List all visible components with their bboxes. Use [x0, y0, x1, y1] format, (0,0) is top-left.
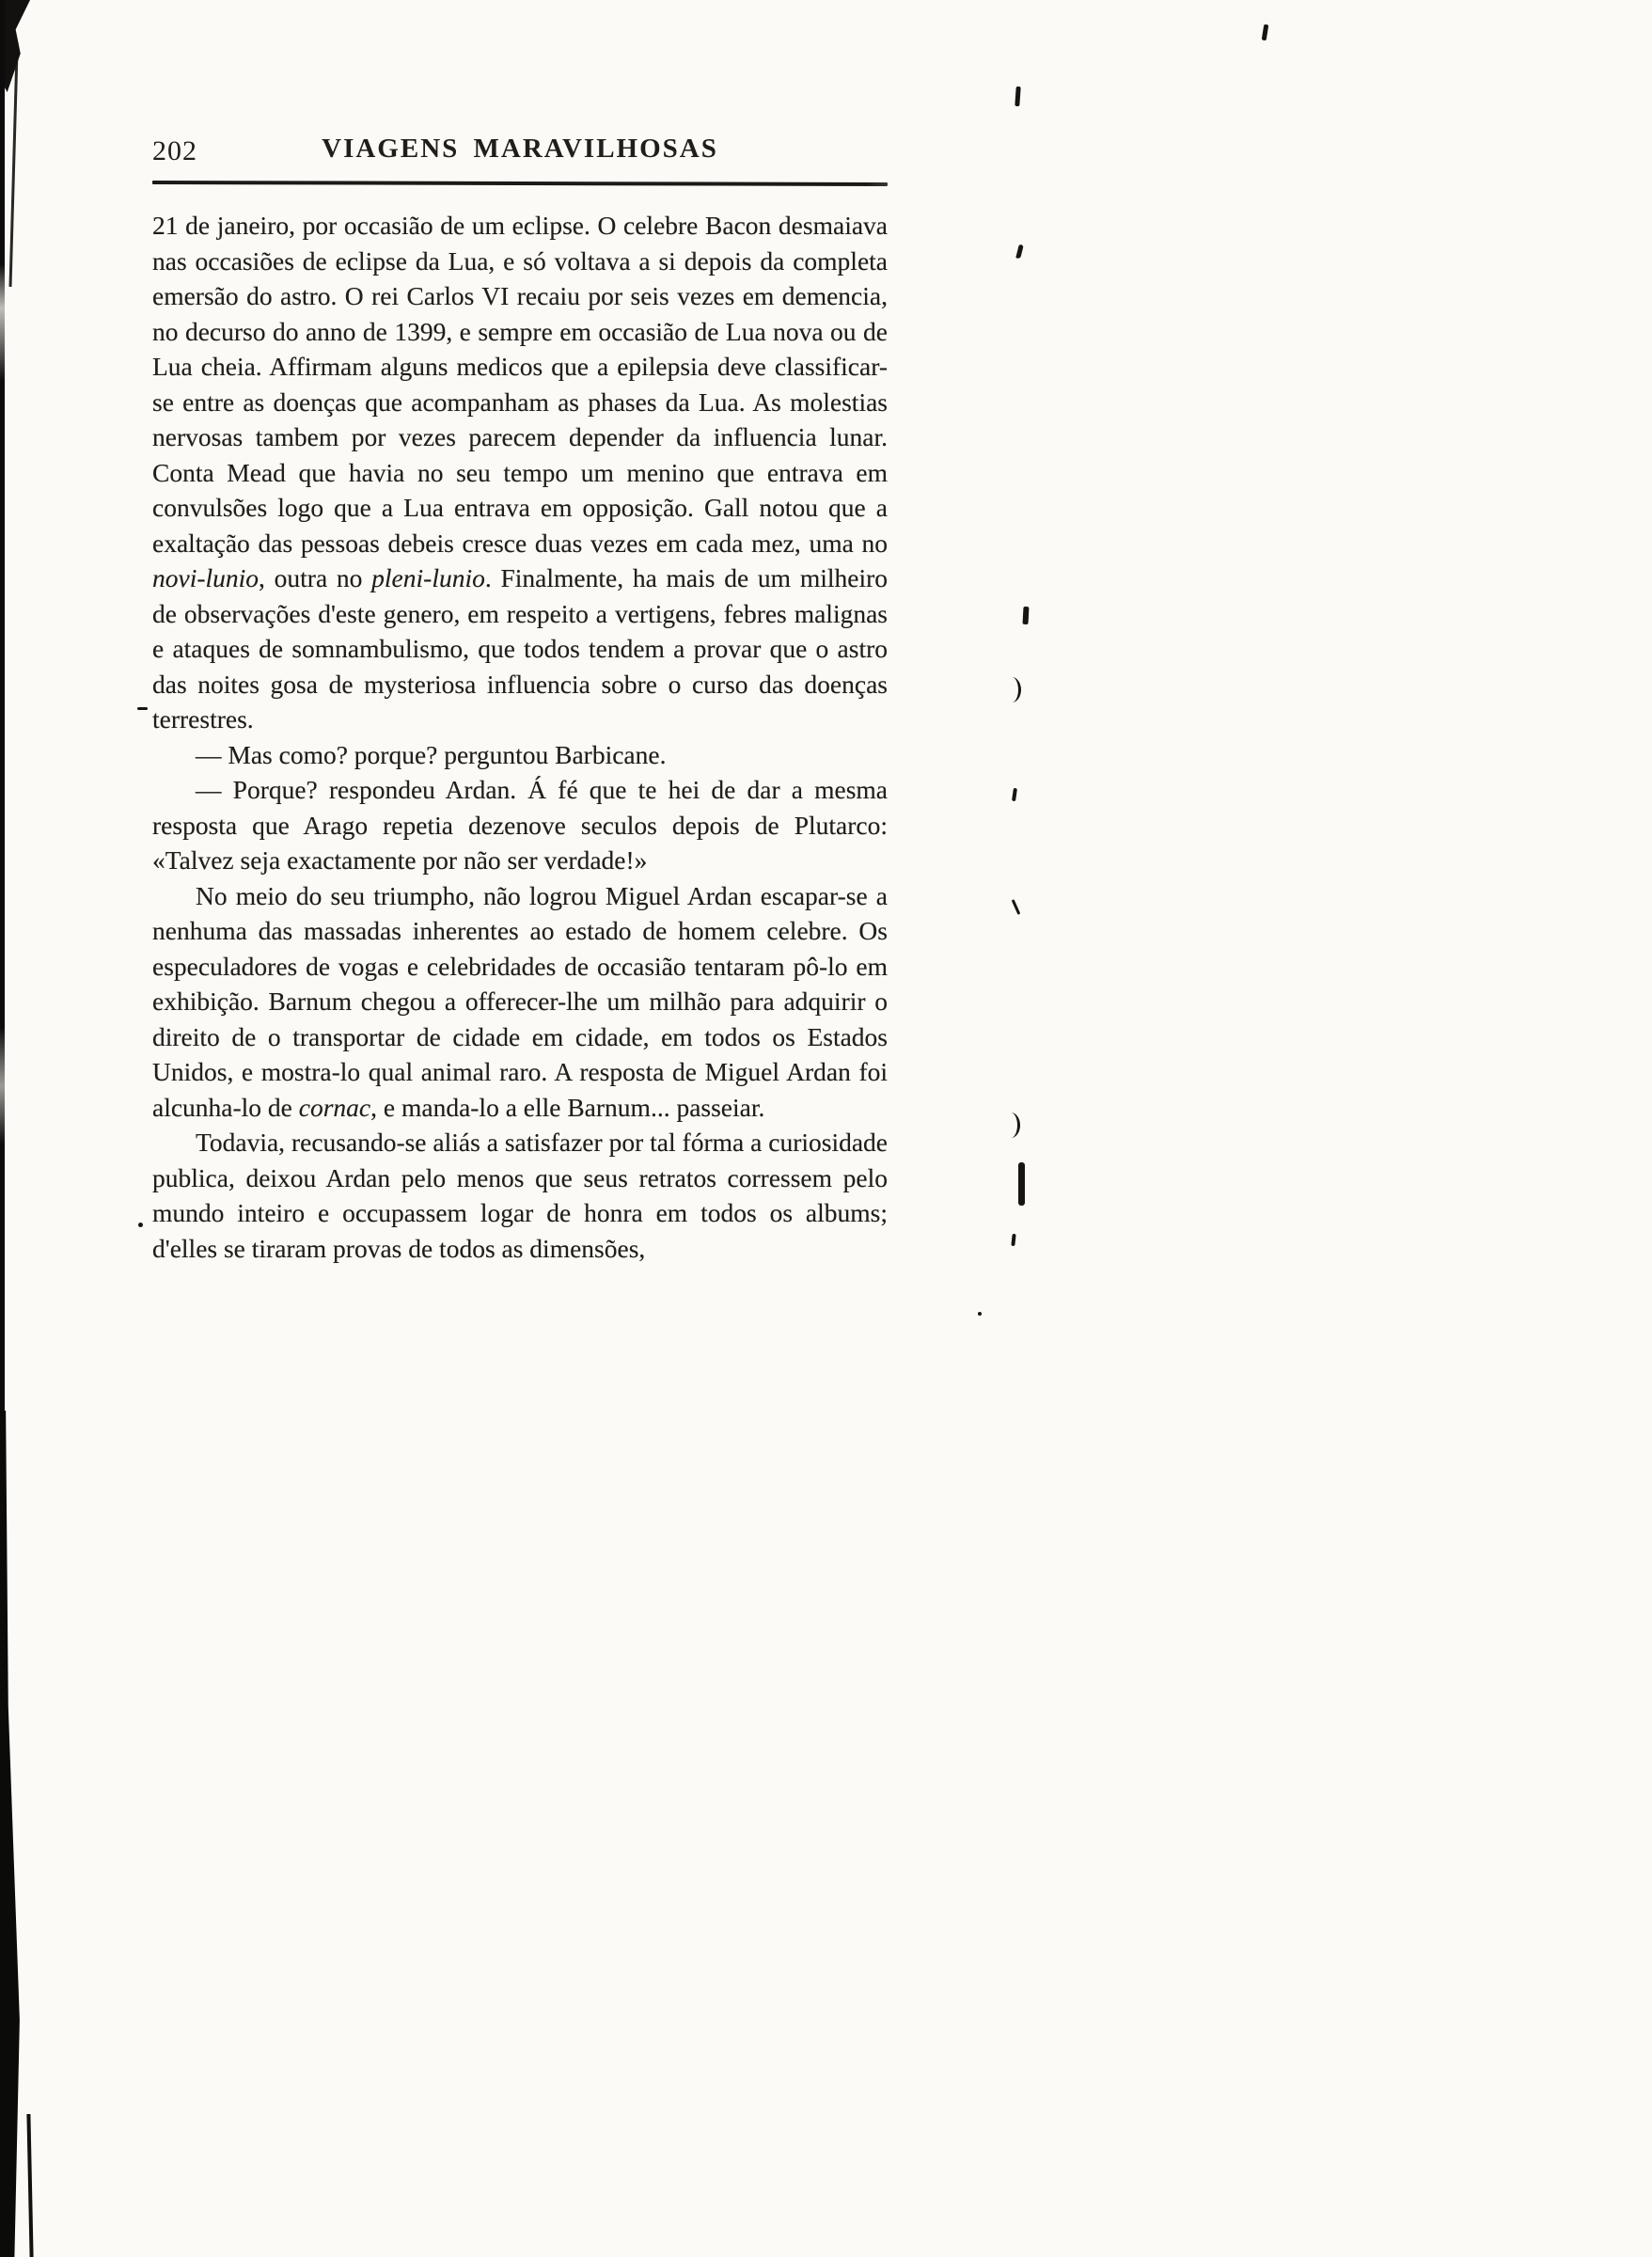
scan-speck — [1012, 788, 1017, 801]
text-segment: — Mas como? porque? perguntou Barbicane. — [196, 739, 667, 769]
scan-edge-mark — [26, 2114, 33, 2257]
text-segment: 21 de janeiro, por occasião de um eclipse. O celebre Bacon desmaiava nas occasiões de eclipse da Lua, e só voltava a si depois da completa emersão do astro. O rei Carlos VI recaiu por seis vezes em demencia, no decurso do anno de 1399, e sempre em occasião de Lua nova ou de Lua cheia. Affirmam alguns medicos que a epilepsia deve classificar-se entre as doenças que acompanham as phases da Lua. As molestias nervosas tambem por vezes parecem depender da influencia lunar. Conta Mead que havia no seu tempo um menino que entrava em convulsões logo que a Lua entrava em opposição. Gall notou que a exaltação das pessoas debeis cresce duas vezes em cada mez, uma no — [152, 211, 888, 558]
page-header — [152, 132, 888, 173]
scan-speck — [1012, 899, 1021, 915]
text-segment: Todavia, recusando-se aliás a satisfazer por tal fórma a curiosidade publica, deixou Ardan pelo menos que seus retratos corressem pelo mundo inteiro e occupassem logar de honra em todos os albums; d'elles se tiraram provas de todos as dimensões, — [152, 1128, 888, 1263]
paragraph — [152, 1125, 888, 1266]
paragraph — [152, 772, 888, 878]
italic-text: pleni-lunio — [371, 563, 485, 592]
scan-speck — [1023, 607, 1030, 624]
paragraph — [152, 878, 888, 1126]
text-segment: . Finalmente, ha mais de um milheiro de observações d'este genero, em respeito a vertigens, febres malignas e ataques de somnambulismo, que todos tendem a provar que o astro das noites gosa de mysteriosa influencia sobre o curso das doenças terrestres. — [152, 563, 888, 734]
paragraph — [152, 208, 888, 737]
italic-text: cornac — [298, 1092, 371, 1122]
scan-binding-edge — [0, 0, 5, 1467]
scan-speck — [1015, 87, 1020, 106]
text-segment: , outra no — [259, 563, 372, 592]
italic-text: novi-lunio — [152, 563, 260, 592]
page-number: 202 — [152, 135, 197, 166]
text-segment: , e manda-lo a elle Barnum... passeiar. — [370, 1092, 765, 1122]
text-column — [152, 132, 888, 1266]
scan-binding-edge-bottom — [0, 1411, 21, 2257]
scan-speck — [1262, 24, 1269, 41]
running-title: VIAGENS MARAVILHOSAS — [322, 134, 718, 164]
text-segment: — Porque? respondeu Ardan. Á fé que te hei de dar a mesma resposta que Arago repetia dezenove seculos depois de Plutarco: «Talvez seja exactamente por não ser verdade!» — [152, 775, 888, 875]
scan-speck — [978, 1312, 982, 1316]
scan-edge-hairline — [9, 52, 19, 287]
scan-speck — [137, 707, 148, 710]
scan-speck — [1011, 1234, 1015, 1246]
scan-speck — [1018, 1162, 1025, 1206]
scan-speck — [138, 1223, 143, 1227]
text-segment: No meio do seu triumpho, não logrou Miguel Ardan escapar-se a nenhuma das massadas inherentes ao estado de homem celebre. Os especuladores de vogas e celebridades de occasião tentaram pô-lo em exhibição. Barnum chegou a offerecer-lhe um milhão para adquirir o direito de o transportar de cidade em cidade, em todos os Estados Unidos, e mostra-lo qual animal raro. A resposta de Miguel Ardan foi alcunha-lo de — [152, 880, 888, 1122]
scan-speck — [1008, 677, 1021, 702]
scan-speck — [1007, 1113, 1020, 1138]
header-rule — [152, 181, 888, 186]
paragraph — [152, 737, 888, 773]
page-body — [152, 208, 888, 1266]
scan-speck — [1015, 245, 1023, 260]
